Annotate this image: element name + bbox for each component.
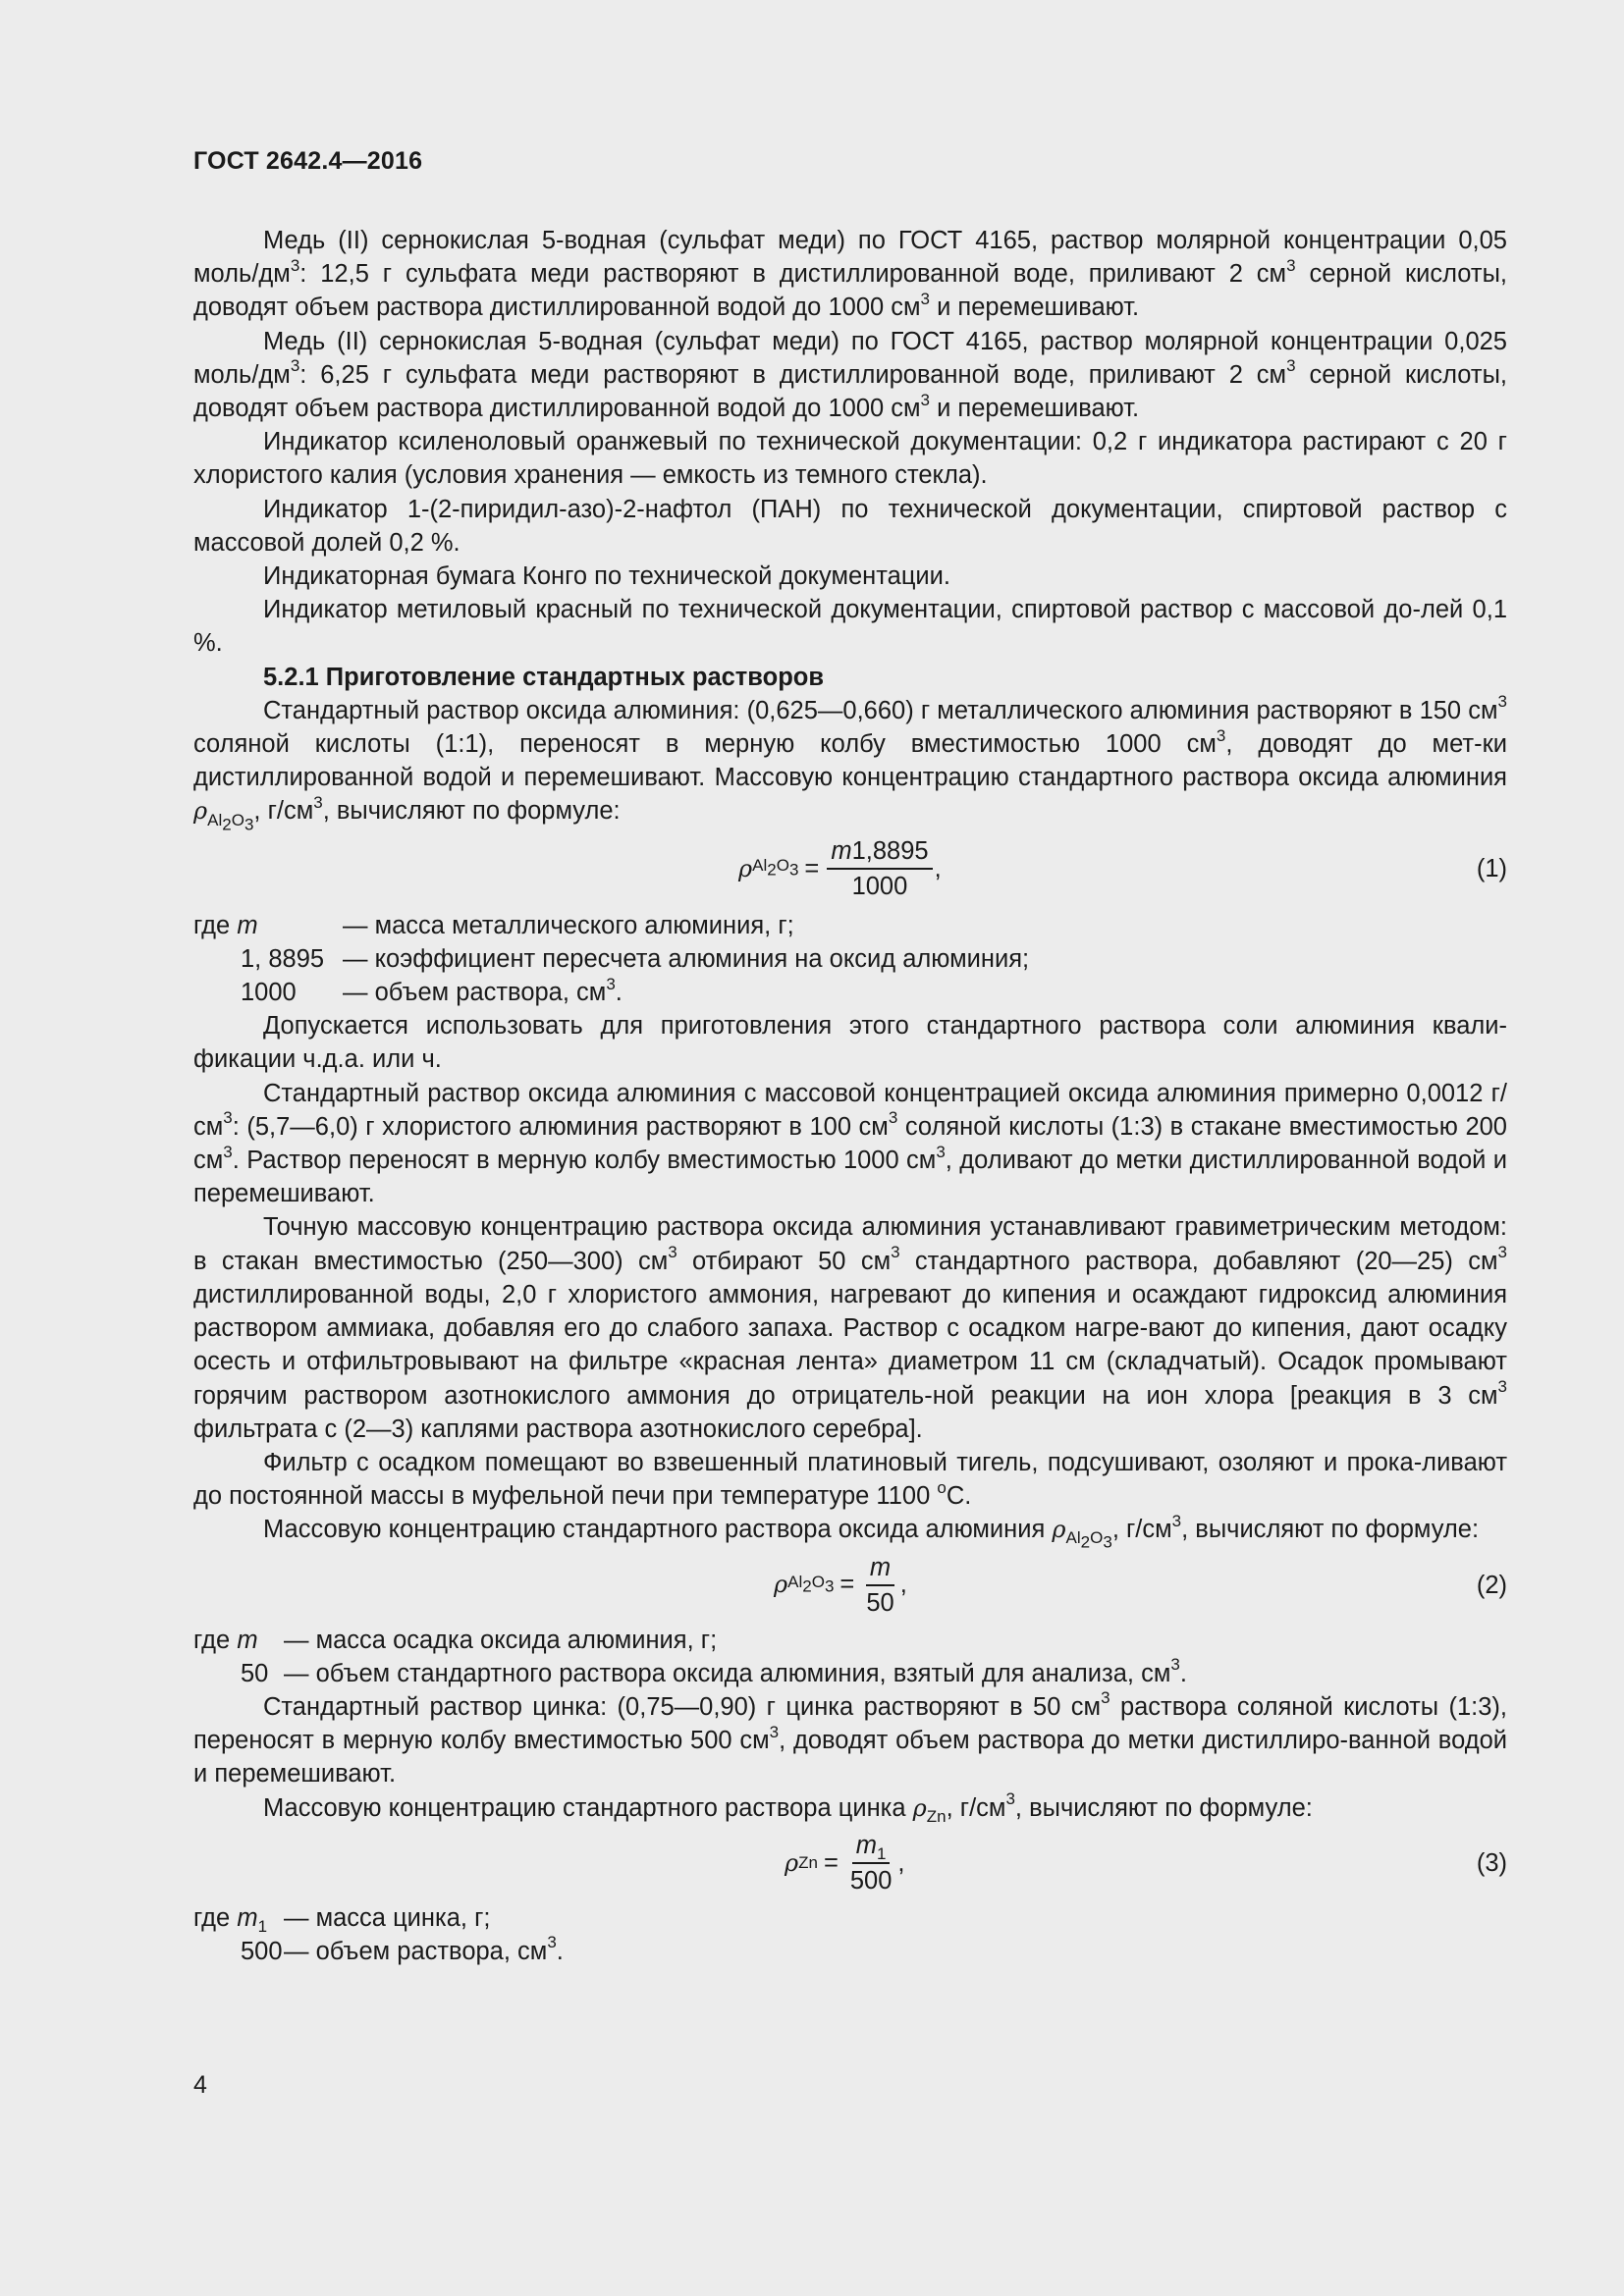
where-2-desc-volume: — объем стандартного раствора оксида алюминия, взятый для анализа, $см^3$. [284,1655,1187,1687]
where-list-3 [193,1901,1507,1968]
where-1-desc-volume: — объем раствора, $см^3$. [343,974,623,1007]
formula-2-numerator: m [866,1553,894,1586]
paragraph-pan-indicator: Индикатор 1-(2-пиридил-азо)-2-нафтол (ПАН) по технической документации, спиртовой раствор с массовой долей 0,2 %. [193,495,1507,557]
formula-3-expression: ρ Zn = $\frac{m_1}{500}$ , [785,1831,905,1895]
paragraph-congo-paper: Индикаторная бумага Конго по технической документации. [263,562,950,591]
formula-1-numerator: m1,8895 [827,836,932,870]
formula-1-expression: ρ $Al_2O_3$ = $\frac{m1,8895}{1000}$ , [738,836,942,900]
where-2-term-m: где m [193,1626,258,1654]
formula-3 [193,1825,1507,1901]
paragraph-filter-calcination: Фильтр с осадком помещают во взвешенный платиновый тигель, подсушивают, озоляют и прока-ливают до постоянной массы в муфельной печи при температуре 1100 $^o$С. [193,1448,1507,1511]
paragraph-gravimetric-method: Точную массовую концентрацию раствора оксида алюминия устанавливают гравиметрическим методом: в стакан вместимостью (250—300) $см^3$ отбирают 50 $см^3$ стандартного раствора, добавляют (20—25) $см^3$ дистиллированной воды, 2,0 г хлористого аммония, нагревают до кипения и осаждают гидроксид алюминия раствором аммиака, добавляя его до слабого запаха. Раствор с осадком нагре-вают до кипения, дают осадку осесть и отфильтровывают на фильтре «красная лента» диаметром 11 см (складчатый). Осадок промывают горячим раствором азотнокислого аммония до отрицатель-ной реакции на ион хлора [реакция в 3 $см^3$ фильтрата с (2—3) каплями раствора азотнокислого серебра]. [193,1213,1507,1443]
formula-3-denominator: 500 [849,1866,893,1895]
where-3-term-volume: 500 [241,1937,283,1965]
where-3-desc-volume: — объем раствора, $см^3$. [284,1933,564,1965]
where-2-term-volume: 50 [241,1659,269,1687]
where-1-term-factor: 1, 8895 [241,944,325,973]
formula-1-number: (1) [1476,854,1507,882]
formula-1 [193,828,1507,909]
formula-3-number: (3) [1476,1848,1507,1877]
page-number: 4 [193,2071,207,2099]
formula-2-denominator: 50 [866,1588,894,1617]
paragraph-methyl-red: Индикатор метиловый красный по технической документации, спиртовой раствор с массовой до-лей 0,1 %. [193,596,1507,658]
where-2-desc-m: — масса осадка оксида алюминия, г; [284,1626,718,1654]
formula-3-numerator: $m_1$ [852,1831,891,1864]
paragraph-copper-sulfate-0025: Медь (II) сернокислая 5-водная (сульфат меди) по ГОСТ 4165, раствор молярной концентрации 0,025 моль/$дм^3$: 6,25 г сульфата меди растворяют в дистиллированной воде, приливают 2 $см^3$ серной кислоты, доводят объем раствора дистиллированной водой до 1000 $см^3$ и перемешивают. [193,327,1507,423]
paragraph-alternative-salt: Допускается использовать для приготовления этого стандартного раствора соли алюминия квали-фикации ч.д.а. или ч. [193,1012,1507,1074]
where-1-term-m: где m [193,911,258,939]
where-list-2 [193,1624,1507,1690]
formula-1-fraction [827,836,932,901]
paragraph-mass-concentration-zn: Массовую концентрацию стандартного раствора цинка $\rho_{Zn}$, $г/см^3$, вычисляют по формуле: [263,1789,1313,1826]
formula-2-expression: ρ $Al_2O_3$ = $\frac{m}{50}$ , [774,1553,907,1617]
paragraph-aluminium-standard: Стандартный раствор оксида алюминия: (0,625—0,660) г металлического алюминия растворяют в 150 $см^3$ соляной кислоты (1:1), переносят в мерную колбу вместимостью 1000 $см^3$, доводят до мет-ки дистиллированной водой и перемешивают. Массовую концентрацию стандартного раствора оксида алюминия $\rho_{Al_2O_3}$, $г/см^3$, вычисляют по формуле: [193,692,1507,833]
formula-1-denominator: 1000 [851,872,908,900]
paragraph-zinc-standard: Стандартный раствор цинка: (0,75—0,90) г цинка растворяют в 50 $см^3$ раствора соляной кислоты (1:3), переносят в мерную колбу вместимостью 500 $см^3$, доводят объем раствора до метки дистиллиро-ванной водой и перемешивают. [193,1688,1507,1789]
where-1-desc-factor: — коэффициент пересчета алюминия на оксид алюминия; [343,944,1030,973]
paragraph-xylenol-orange: Индикатор ксиленоловый оранжевый по технической документации: 0,2 г индикатора растирают с 20 г хлористого калия (условия хранения — емкость из темного стекла). [193,428,1507,490]
paragraph-mass-concentration-al: Массовую концентрацию стандартного раствора оксида алюминия $\rho_{Al_2O_3}$, $г/см^3$, вычисляют по формуле: [263,1511,1480,1552]
document-header: ГОСТ 2642.4—2016 [193,147,423,175]
section-heading-5-2-1: 5.2.1 Приготовление стандартных растворов [263,663,825,691]
document-body [193,224,1507,1968]
formula-3-fraction [846,1831,896,1896]
where-list-1 [193,909,1507,1010]
formula-2-fraction [862,1553,897,1618]
formula-2 [193,1547,1507,1624]
where-3-desc-m1: — масса цинка, г; [284,1903,491,1932]
paragraph-copper-sulfate-005: Медь (II) сернокислая 5-водная (сульфат меди) по ГОСТ 4165, раствор молярной концентрации 0,05 моль/$дм^3$: 12,5 г сульфата меди растворяют в дистиллированной воде, приливают 2 $см^3$ серной кислоты, доводят объем раствора дистиллированной водой до 1000 $см^3$ и перемешивают. [193,227,1507,322]
where-1-term-volume: 1000 [241,979,297,1007]
formula-2-number: (2) [1476,1571,1507,1599]
where-1-desc-m: — масса металлического алюминия, г; [343,911,794,939]
rho-symbol: ρ [738,854,753,882]
paragraph-aluminium-0012: Стандартный раствор оксида алюминия с массовой концентрацией оксида алюминия примерно 0,0012 $г/см^3$: (5,7—6,0) г хлористого алюминия растворяют в 100 $см^3$ соляной кислоты (1:3) в стакане вместимостью 200 $см^3$. Раствор переносят в мерную колбу вместимостью 1000 $см^3$, доливают до метки дистиллированной водой и перемешивают. [193,1079,1507,1208]
where-3-term-m1: где $m_1$ [193,1903,268,1936]
